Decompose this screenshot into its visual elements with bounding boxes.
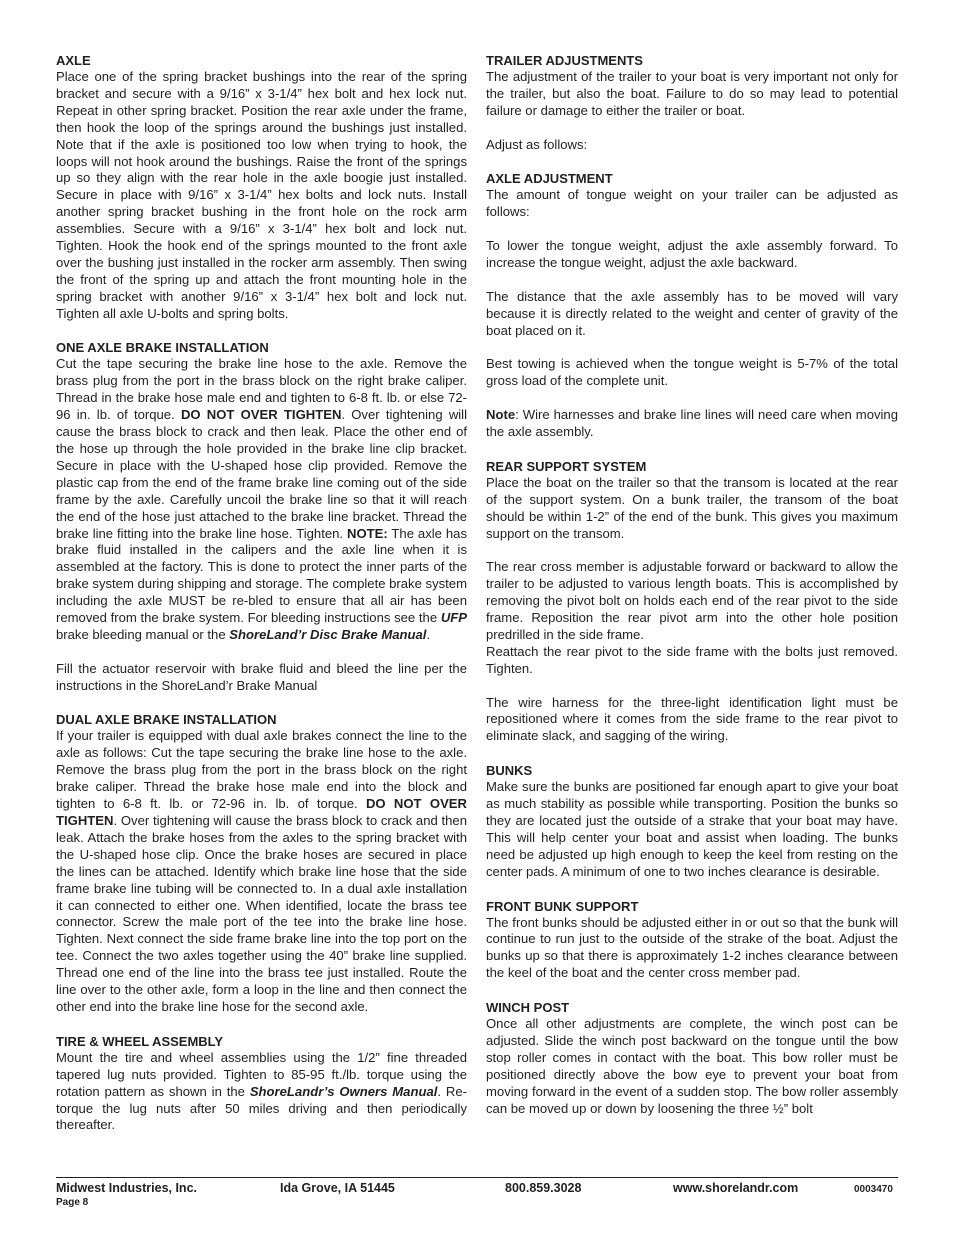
footer-divider — [56, 1177, 898, 1178]
footer-doc-code: 0003470 — [854, 1184, 893, 1195]
right-column — [486, 52, 898, 1117]
section-axle — [56, 52, 467, 323]
section-title: TRAILER ADJUSTMENTS — [486, 53, 643, 68]
section-bunks — [486, 762, 898, 880]
section-winch-post — [486, 999, 898, 1117]
footer-website: www.shorelandr.com — [673, 1181, 799, 1195]
paragraph: The adjustment of the trailer to your boat is very important not only for the trailer, but also the boat. Failure to do so may lead to potential failure or damage to either the trailer or boat. — [486, 69, 898, 118]
section-axle-adjustment — [486, 170, 898, 441]
manual-reference: ShoreLandr’s Owners Manual — [249, 1083, 438, 1099]
paragraph: Place one of the spring bracket bushings into the rear of the spring bracket and secure with a 9/16” x 3-1/4” hex bolt and hex lock nut. Repeat in other spring bracket. Position the rear axle under the frame, then hook the loop of the springs around the bushings just installed. Note that if the axle is positioned too low when trying to hook, the loops will not hook around the bushings. Raise the front of the springs up so they align with the rear hole in the axle boogie just installed. Secure in place with 9/16” x 3-1/4” hex bolts and lock nuts. Install another spring bracket bushing in the front hole on the rock arm assemblies. Secure with a 9/16” x 3-1/4” hex bolt and lock nut. Tighten. Hook the hook end of the springs mounted to the front axle over the bushing just installed in the rocker arm assembly. Then swing the front of the spring up and attach the front mounting hole in the spring bracket with another 9/16” x 3-1/4” hex bolt and lock nut. Tighten all axle U-bolts and spring bolts. — [56, 69, 467, 321]
paragraph: Once all other adjustments are complete, the winch post can be adjusted. Slide the winch post backward on the tongue until the bow stop roller comes in contact with the boat. This bow roller must be positioned directly above the bow eye to prevent your boat from moving forward in the event of a sudden stop. The bow roller assembly can be moved up or down by loosening the three ½” bolt — [486, 1016, 898, 1116]
section-title: ONE AXLE BRAKE INSTALLATION — [56, 340, 269, 356]
footer-phone: 800.859.3028 — [505, 1181, 582, 1195]
paragraph: The rear cross member is adjustable forward or backward to allow the trailer to be adjusted to various length boats. This is accomplished by removing the pivot bolt on holds each end of the rear pivot to the side frame. Reposition the rear pivot arm into the other hole position predrilled in the side frame. — [486, 559, 898, 642]
warning-text: DO NOT OVER TIGHTEN — [180, 407, 342, 423]
section-rear-support-system — [486, 458, 898, 745]
paragraph: Best towing is achieved when the tongue weight is 5-7% of the total gross load of the complete unit. — [486, 356, 898, 389]
section-title: TIRE & WHEEL ASSEMBLY — [56, 1033, 224, 1049]
manual-reference: UFP — [440, 610, 467, 626]
paragraph: Place the boat on the trailer so that the transom is located at the rear of the support system. On a bunk trailer, the transom of the boat should be within 1-2” of the end of the bunk. This gives you maximum support on the transom. — [486, 474, 898, 541]
paragraph: The wire harness for the three-light identification light must be repositioned where it comes from the side frame to the rear pivot to eliminate slack, and sagging of the wiring. — [486, 694, 898, 744]
section-title: AXLE ADJUSTMENT — [486, 171, 613, 187]
footer-city: Ida Grove, IA 51445 — [280, 1181, 395, 1195]
paragraph: If your trailer is equipped with dual axle brakes connect the line to the axle as follows: Cut the tape securing the brake line hose to the axle. Remove the brass plug from the port in the brass block on the right brake caliper. Thread the brake hose male end into the block and tighten to 6-8 ft. lb. or 72-96 in. lb. of torque. DO NOT OVER TIGHTEN. Over tightening will cause the brass block to crack and then leak. Attach the brake hoses from the axles to the spring bracket with the U-shaped hose clip. Once the brake hoses are secured in place the lines can be attached. Identify which brake line hose that the side frame brake line tubing will be connected to. In a dual axle installation it can connected to either one. When identified, locate the brass tee connector. Screw the male port of the tee into the brake line hose. Tighten. Next connect the side frame brake line into the top port on the tee. Connect the two axles together using the 40” brake line supplied. Thread one end of the line into the brass tee just installed. Route the line over to the other axle, form a loop in the line and then connect the other end into the brake line hose for the second axle. — [56, 728, 467, 1014]
section-tire-wheel — [56, 1033, 467, 1135]
paragraph: Note: Wire harnesses and brake line lines will need care when moving the axle assembly. — [486, 407, 898, 440]
section-trailer-adjustments — [486, 52, 898, 154]
paragraph: The amount of tongue weight on your trailer can be adjusted as follows: — [486, 187, 898, 220]
paragraph: Make sure the bunks are positioned far enough apart to give your boat as much stability as possible while transporting. Position the bunks so they are located just the outside of a strake that your boat may have. This will help center your boat and assist when loading. The bunks need be adjusted up high enough to keep the keel from resting on the center pads. A minimum of one to two inches clearance is desirable. — [486, 779, 898, 879]
paragraph: To lower the tongue weight, adjust the axle assembly forward. To increase the tongue weight, adjust the axle backward. — [486, 238, 898, 271]
section-front-bunk-support — [486, 898, 898, 983]
section-title: BUNKS — [486, 763, 533, 779]
section-title: AXLE — [56, 53, 91, 68]
paragraph: The distance that the axle assembly has to be moved will vary because it is directly related to the weight and center of gravity of the boat placed on it. — [486, 288, 898, 338]
paragraph: The front bunks should be adjusted either in or out so that the bunk will continue to run just to the outside of the strake of the boat. Adjust the bunks up so that there is approximately 1-2 inches clearance between the keel of the boat and the center cross member pad. — [486, 914, 898, 981]
footer-company: Midwest Industries, Inc. — [56, 1181, 197, 1195]
paragraph: Cut the tape securing the brake line hose to the axle. Remove the brass plug from the port in the brass block on the right brake caliper. Thread in the brake hose male end and tighten to 6-8 ft. lb. or else 72-96 in. lb. of torque. DO NOT OVER TIGHTEN. Over tightening will cause the brass block to crack and then leak. Place the other end of the hose up through the hole provided in the brake line clip bracket. Secure in place with the U-shaped hose clip provided. Remove the plastic cap from the end of the frame brake line coming out of the side frame by the axle. Carefully uncoil the brake line so that it will reach the end of the hose just attached to the brake line bracket. Thread the brake line fitting into the brake line hose. Tighten. NOTE: The axle has brake fluid installed in the calipers and the axle line when it is assembled at the factory. This is done to protect the inner parts of the brake system during shipping and storage. The complete brake system including the axle MUST be re-bled to ensure that all air has been removed from the brake system. For bleeding instructions see the UFP brake bleeding manual or the ShoreLand’r Disc Brake Manual. — [56, 356, 467, 642]
left-column — [56, 52, 467, 1134]
section-dual-axle-brake — [56, 711, 467, 1015]
paragraph: Mount the tire and wheel assemblies using the 1/2” fine threaded tapered lug nuts provided. Tighten to 85-95 ft./lb. torque using the rotation pattern as shown in the ShoreLandr’s Owners Manual. Re-torque the lug nuts after 50 miles driving and then periodically thereafter. — [56, 1049, 468, 1133]
note-label: Note — [486, 407, 516, 423]
note-label: NOTE: — [346, 525, 388, 541]
section-title: REAR SUPPORT SYSTEM — [486, 458, 647, 474]
section-title: FRONT BUNK SUPPORT — [486, 898, 639, 914]
manual-reference: ShoreLand’r Disc Brake Manual — [229, 626, 427, 642]
paragraph: Reattach the rear pivot to the side frame with the bolts just removed. Tighten. — [486, 643, 898, 676]
paragraph: Fill the actuator reservoir with brake fluid and bleed the line per the instructions in the ShoreLand’r Brake Manual — [56, 660, 467, 693]
paragraph: Adjust as follows: — [486, 136, 588, 152]
page-number: Page 8 — [56, 1197, 89, 1208]
warning-text: DO NOT OVER TIGHTEN — [56, 796, 467, 829]
section-title: WINCH POST — [486, 1000, 570, 1016]
section-one-axle-brake — [56, 339, 467, 694]
section-title: DUAL AXLE BRAKE INSTALLATION — [56, 712, 277, 728]
